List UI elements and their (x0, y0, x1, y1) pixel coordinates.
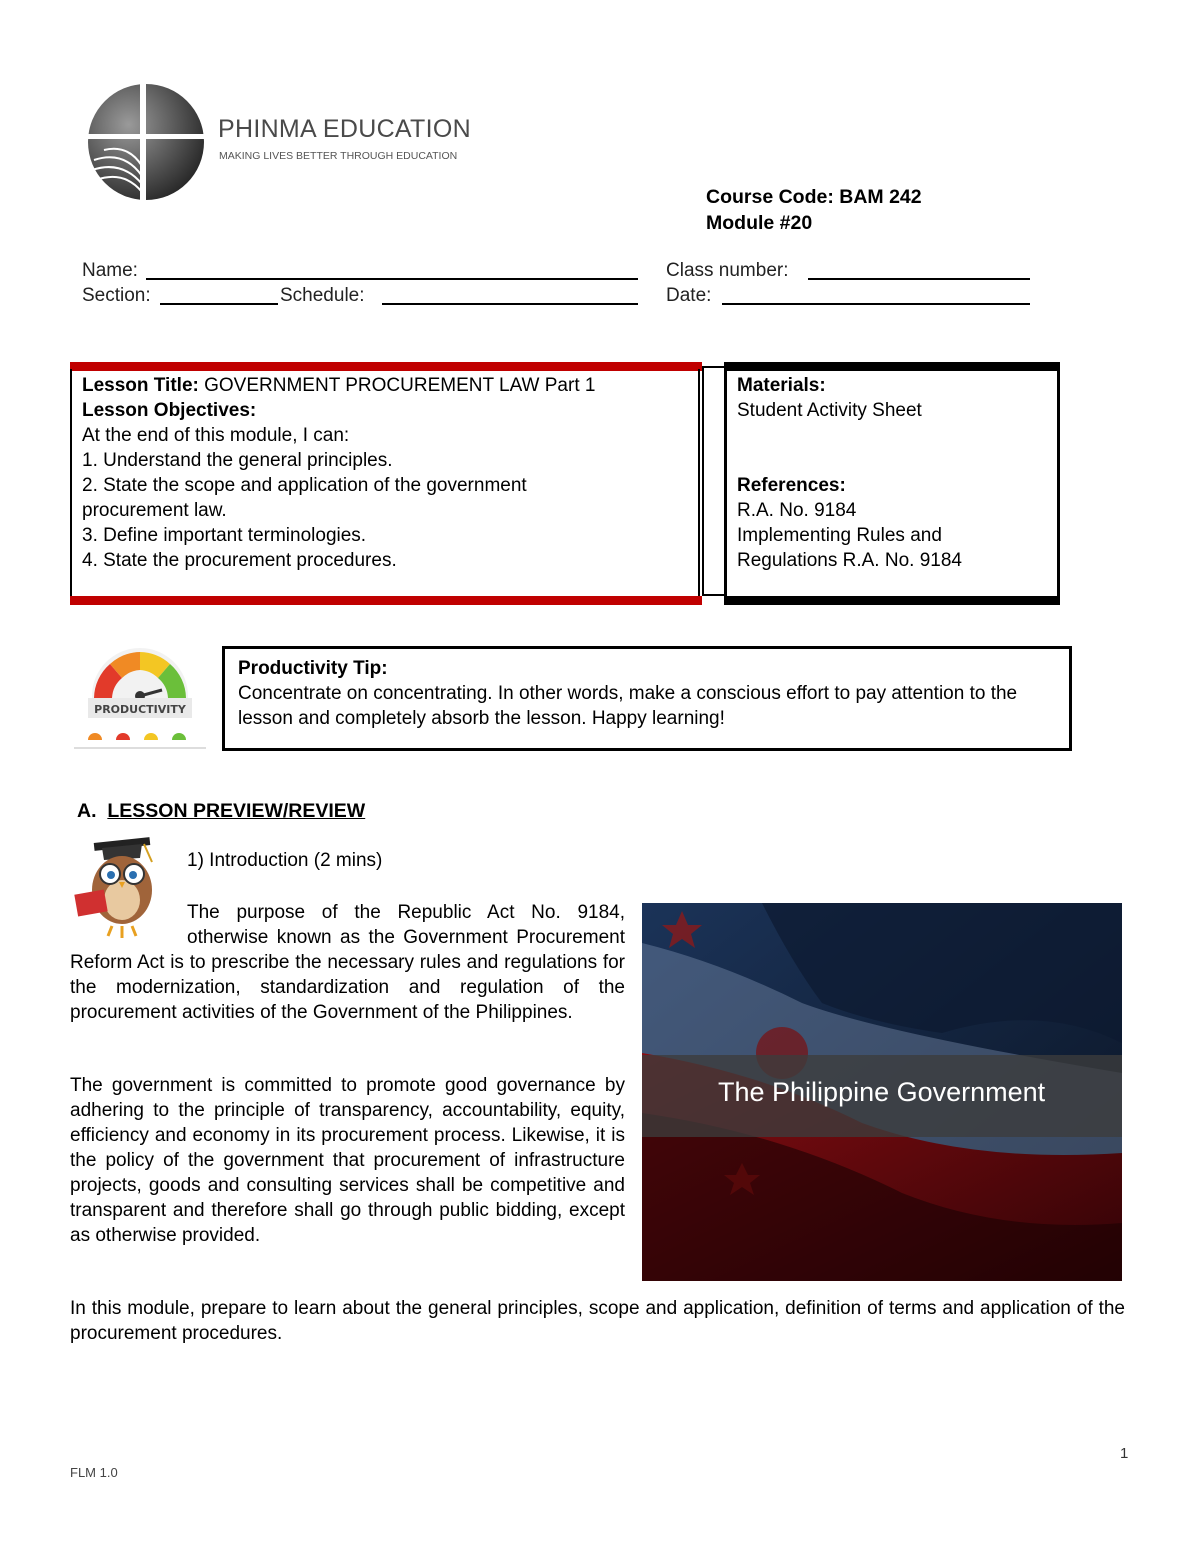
lesson-title: Lesson Title: GOVERNMENT PROCUREMENT LAW Part 1 (82, 375, 596, 396)
paragraph-2: The government is committed to promote good governance by adhering to the principle of transparency, accountability, equity, efficiency and economy in its procurement process. Likewise, it is the policy of the government that procurement of infrastructure projects, goods and consulting services shall be competitive and transparent and therefore shall go through public bidding, except as otherwise provided. (70, 1075, 625, 1246)
objective-item: 2. State the scope and application of the government procurement law. (82, 475, 527, 521)
lesson-objectives-label: Lesson Objectives: (82, 400, 257, 421)
date-label: Date: (666, 285, 712, 306)
date-field[interactable] (722, 303, 1030, 305)
reference-item: R.A. No. 9184 (737, 500, 857, 521)
class-number-label: Class number: (666, 260, 789, 281)
tip-label: Productivity Tip: (238, 658, 388, 679)
section-a-title: A. LESSON PREVIEW/REVIEW (77, 800, 366, 822)
lesson-content (82, 373, 694, 573)
box-separator (702, 366, 726, 596)
paragraph-3: In this module, prepare to learn about the general principles, scope and application, definition of terms and application of the procurement procedures. (70, 1298, 1125, 1344)
module-number: Module #20 (706, 212, 813, 234)
schedule-label: Schedule: (280, 285, 365, 306)
logo-emblem-icon (84, 80, 214, 204)
image-caption-band (642, 1055, 1122, 1137)
objective-item: 1. Understand the general principles. (82, 450, 393, 471)
productivity-tip (238, 656, 1058, 731)
introduction-heading: 1) Introduction (2 mins) (187, 850, 383, 871)
reference-item: Implementing Rules and Regulations R.A. No. 9184 (737, 525, 962, 571)
page-number: 1 (1120, 1445, 1129, 1462)
lesson-box-bottom-bar (70, 596, 702, 605)
objective-item: 3. Define important terminologies. (82, 525, 367, 546)
materials-content (737, 373, 1052, 573)
philippine-government-image (642, 903, 1122, 1281)
class-number-field[interactable] (808, 278, 1030, 280)
footer-version: FLM 1.0 (70, 1465, 118, 1480)
productivity-icon-label: PRODUCTIVITY (94, 703, 186, 716)
materials-box-bottom-bar (724, 596, 1060, 605)
references-label: References: (737, 475, 846, 496)
materials-value: Student Activity Sheet (737, 400, 922, 421)
section-field[interactable] (160, 303, 278, 305)
name-field[interactable] (146, 278, 638, 280)
course-info (706, 184, 922, 236)
logo-tagline: MAKING LIVES BETTER THROUGH EDUCATION (219, 150, 458, 162)
name-label: Name: (82, 260, 138, 281)
productivity-gauge-icon (70, 648, 210, 752)
schedule-field[interactable] (382, 303, 638, 305)
tip-text: Concentrate on concentrating. In other words, make a conscious effort to pay attention to the lesson and completely absorb the lesson. Happy learning! (238, 683, 1018, 729)
logo-name: PHINMA EDUCATION (218, 115, 471, 143)
paragraph-1: The purpose of the Republic Act No. 9184, otherwise known as the Government Procurement Reform Act is to prescribe the necessary rules and regulations for the modernization, standardization and regulation of the procurement activities of the Government of the Philippines. (70, 902, 625, 1023)
image-caption: The Philippine Government (718, 1077, 1046, 1107)
objectives-intro: At the end of this module, I can: (82, 425, 350, 446)
course-code: Course Code: BAM 242 (706, 186, 922, 208)
objective-item: 4. State the procurement procedures. (82, 550, 397, 571)
materials-label: Materials: (737, 375, 826, 396)
section-label: Section: (82, 285, 151, 306)
